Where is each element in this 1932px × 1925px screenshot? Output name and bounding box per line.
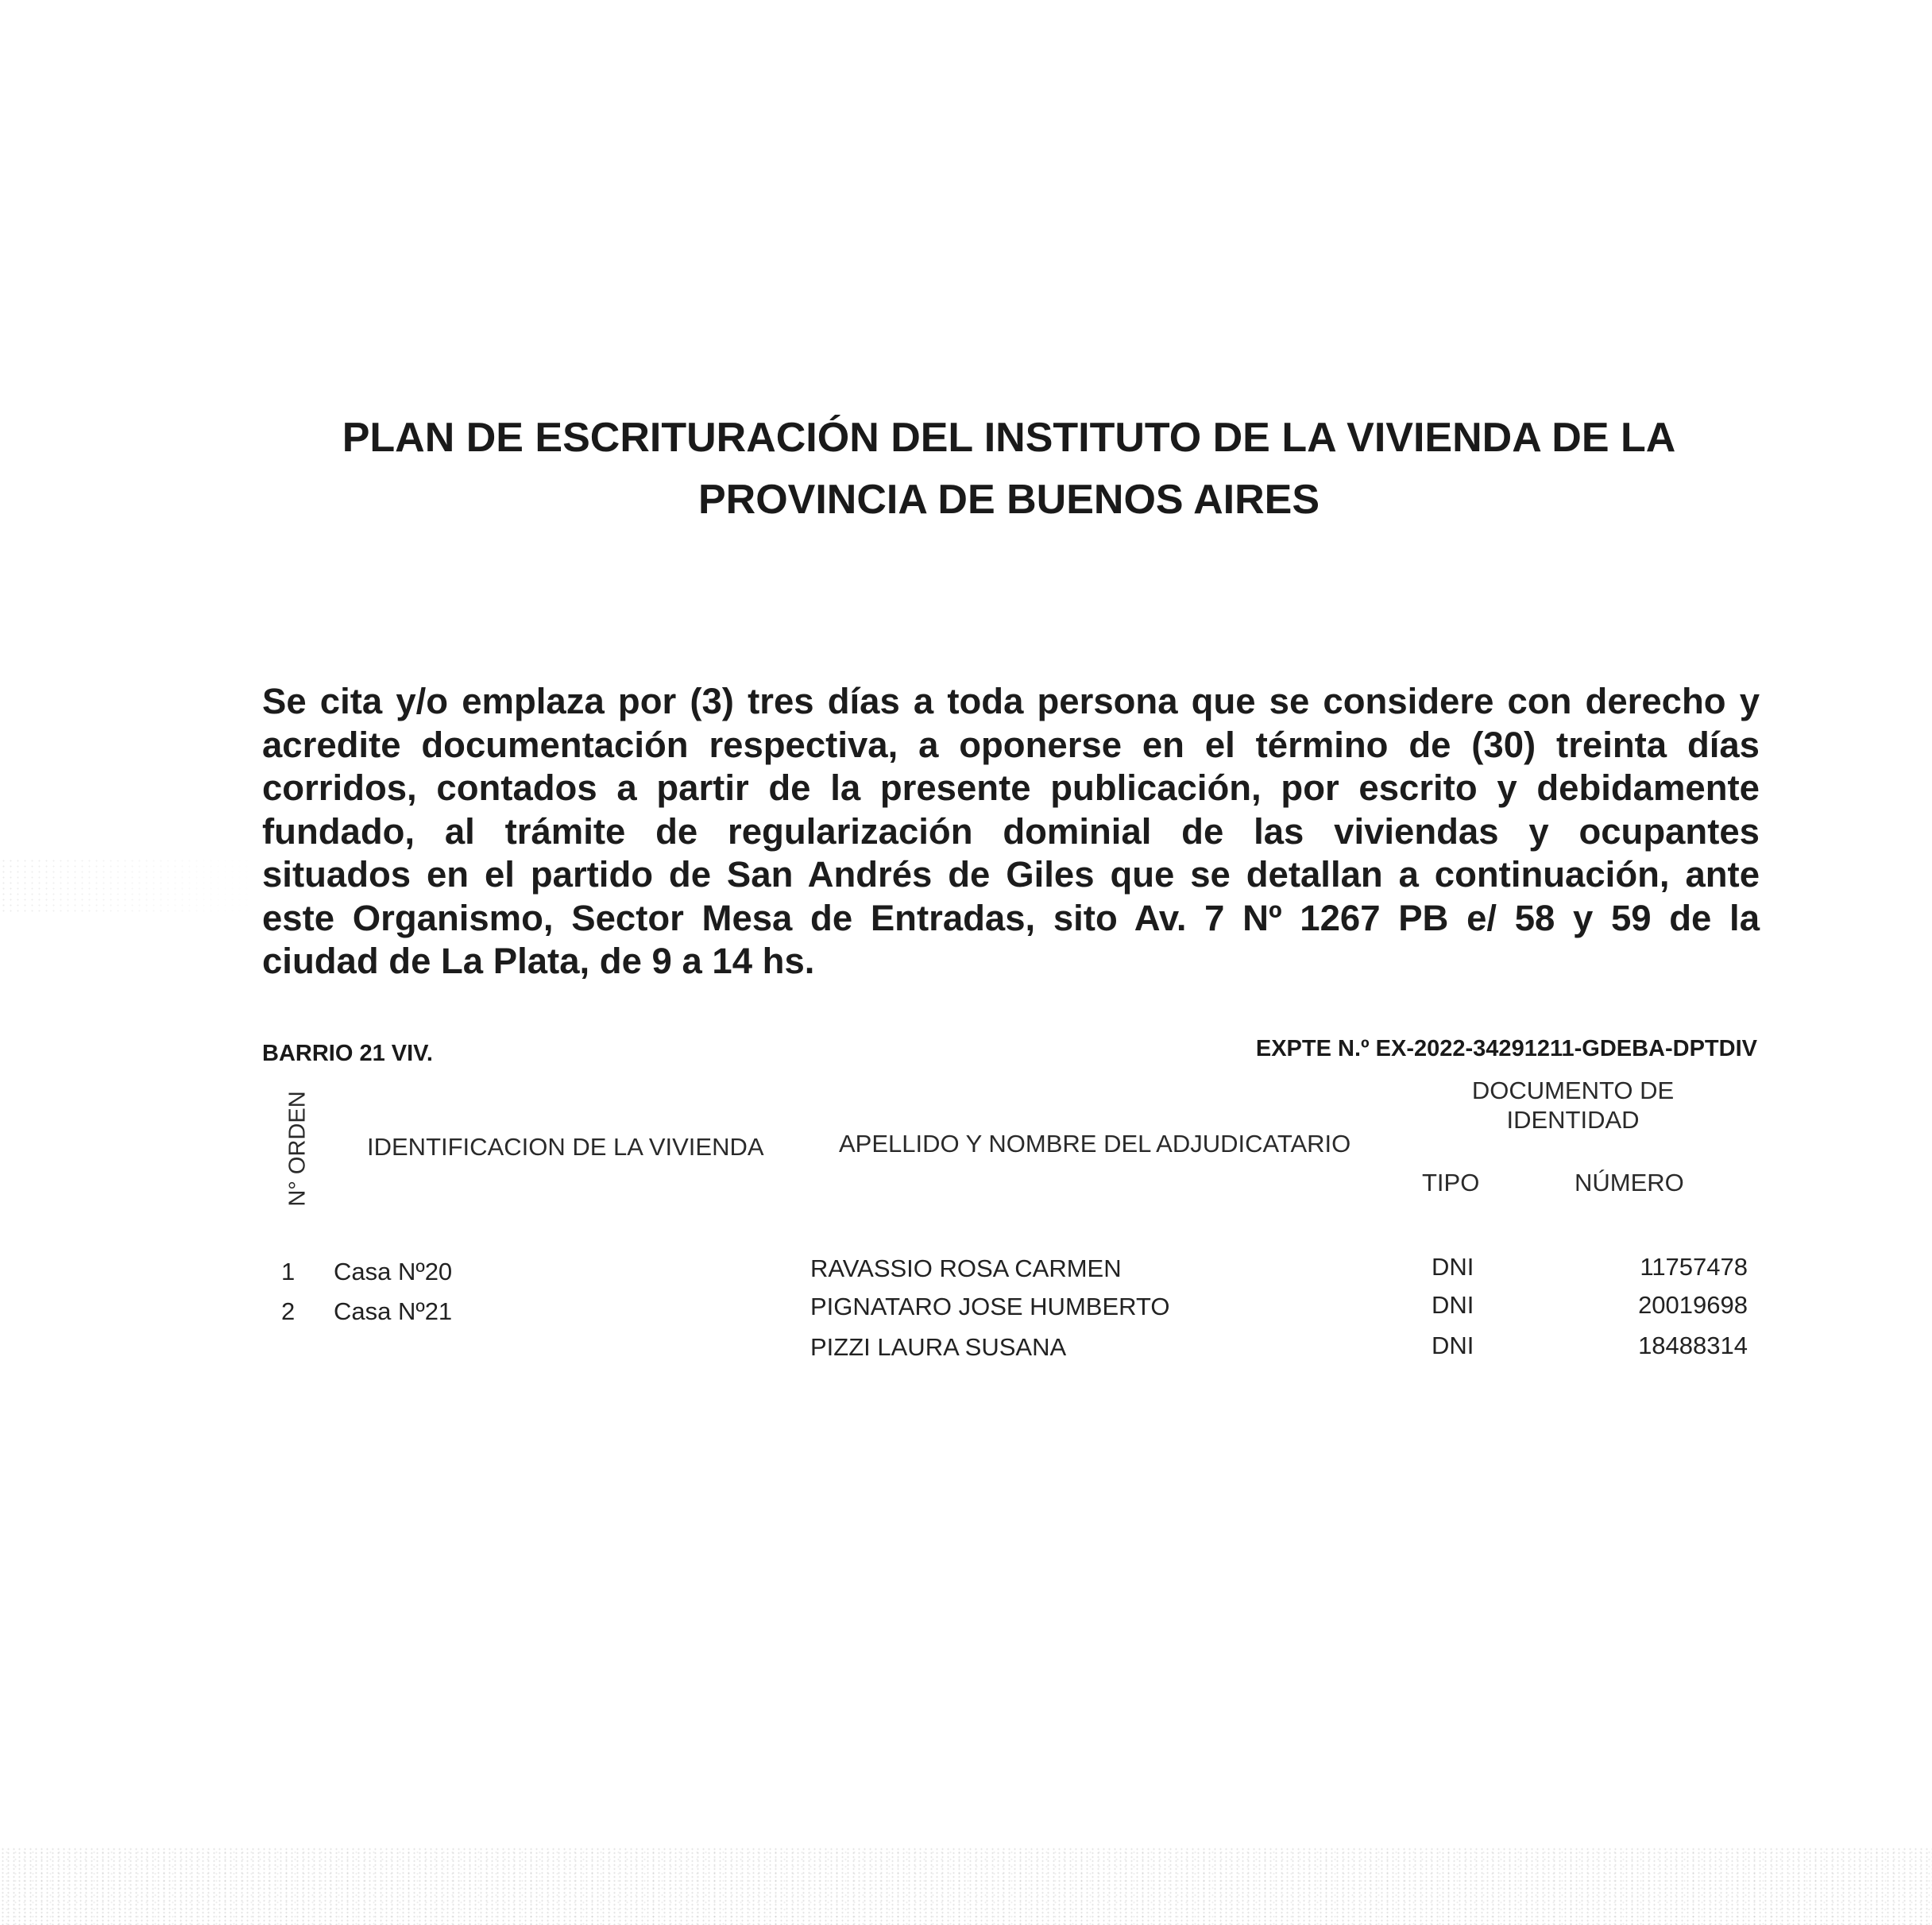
header-orden-label: N° ORDEN: [284, 1091, 311, 1207]
paragraph-line: acredite documentación respectiva, a oponerse en el término de (30) treinta días: [262, 724, 1760, 765]
header-numero: NÚMERO: [1575, 1169, 1684, 1196]
cell-tipo: DNI: [1432, 1332, 1474, 1359]
cell-numero: 18488314: [1638, 1332, 1748, 1359]
document-title: [238, 407, 1779, 531]
cell-vivienda: Casa Nº21: [334, 1297, 453, 1325]
cell-numero: 20019698: [1638, 1291, 1748, 1319]
paragraph-line: este Organismo, Sector Mesa de Entradas, sito Av. 7 Nº 1267 PB e/ 58 y 59 de la: [262, 897, 1760, 938]
cell-nombre: PIZZI LAURA SUSANA: [810, 1333, 1067, 1361]
barrio-label: BARRIO 21 VIV.: [262, 1041, 433, 1066]
cell-tipo: DNI: [1432, 1291, 1474, 1319]
cell-tipo: DNI: [1432, 1253, 1474, 1281]
header-identificacion: IDENTIFICACION DE LA VIVIENDA: [367, 1133, 764, 1161]
notice-paragraph: [262, 680, 1760, 984]
paragraph-line: Se cita y/o emplaza por (3) tres días a toda persona que se considere con derecho y: [262, 681, 1760, 721]
cell-orden: 2: [281, 1297, 296, 1325]
cell-nombre: PIGNATARO JOSE HUMBERTO: [810, 1293, 1170, 1320]
header-documento-line: DOCUMENTO DE: [1471, 1077, 1675, 1104]
cell-vivienda: Casa Nº20: [334, 1258, 453, 1285]
header-tipo: TIPO: [1422, 1169, 1480, 1196]
scan-noise-left: [0, 858, 262, 914]
cell-numero: 11757478: [1640, 1253, 1748, 1281]
header-orden: [282, 1088, 314, 1209]
expediente-number: EXPTE N.º EX-2022-34291211-GDEBA-DPTDIV: [1255, 1036, 1757, 1061]
paragraph-line: fundado, al trámite de regularización dominial de las viviendas y ocupantes: [262, 810, 1760, 852]
title-line: PLAN DE ESCRITURACIÓN DEL INSTITUTO DE LA VIVIENDA DE LA: [342, 415, 1676, 461]
paragraph-line: situados en el partido de San Andrés de Giles que se detallan a continuación, ante: [262, 854, 1760, 895]
cell-nombre: RAVASSIO ROSA CARMEN: [810, 1254, 1122, 1282]
header-documento: [1446, 1076, 1700, 1135]
paragraph-line: corridos, contados a partir de la presente publicación, por escrito y debidamente: [262, 767, 1760, 808]
title-line: PROVINCIA DE BUENOS AIRES: [697, 477, 1320, 523]
scan-noise-bottom: [0, 1847, 1932, 1925]
header-apellido-nombre: APELLIDO Y NOMBRE DEL ADJUDICATARIO: [839, 1130, 1351, 1158]
cell-orden: 1: [281, 1258, 296, 1285]
header-documento-line: IDENTIDAD: [1506, 1106, 1640, 1134]
paragraph-line: ciudad de La Plata, de 9 a 14 hs.: [262, 941, 815, 981]
